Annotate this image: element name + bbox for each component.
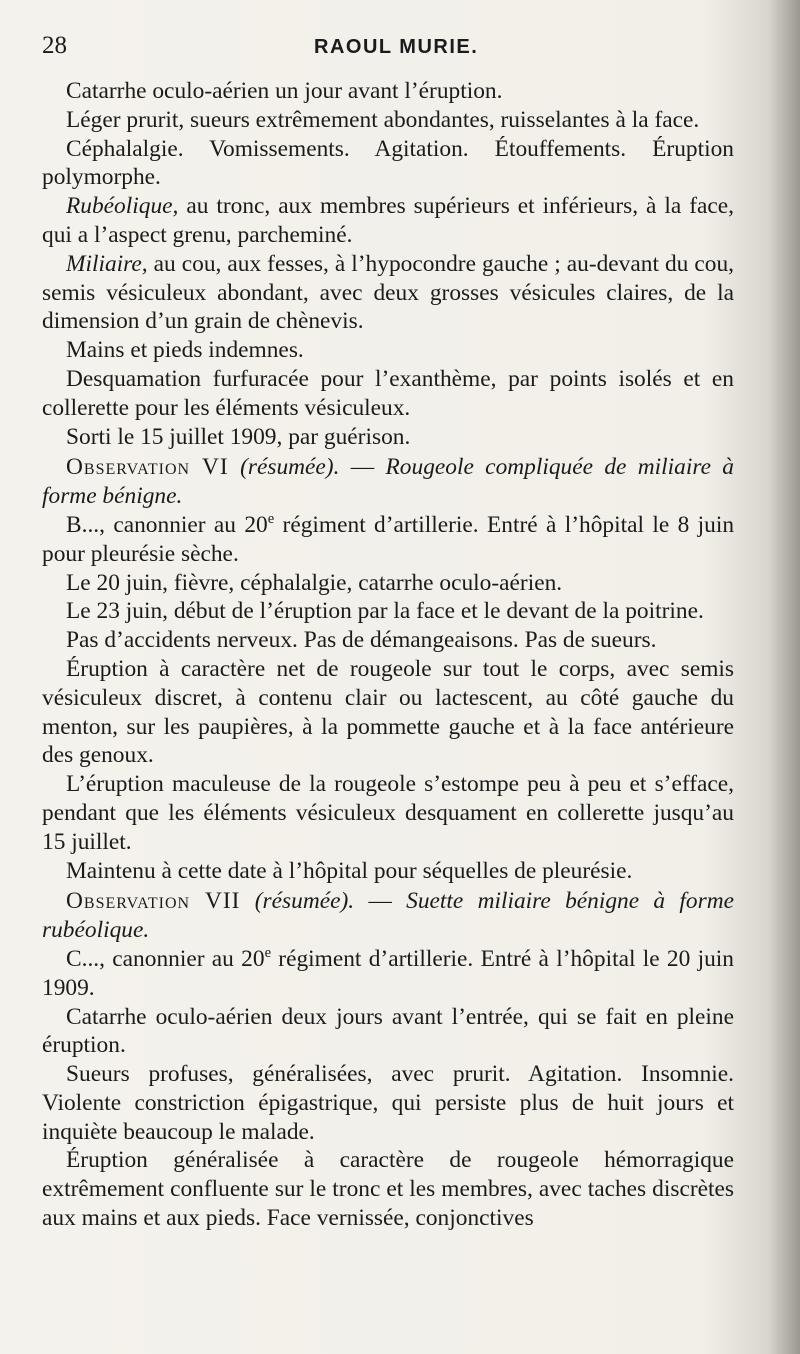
observation-heading: Observation VII (résumée). — Suette miliaire bénigne à forme rubéolique.: [42, 888, 734, 944]
page-number: 28: [42, 32, 67, 59]
paragraph: Le 20 juin, fièvre, céphalalgie, catarrhe oculo-aérien.: [66, 569, 563, 596]
paragraph: C..., canonnier au 20e régiment d’artillerie. Entré à l’hôpital le 20 juin 1909.: [42, 945, 734, 1001]
paragraph: Éruption généralisée à caractère de rougeole hémorragique extrêmement confluente sur le tronc et les membres, avec taches discrètes aux mains et aux pieds. Face vernissée, conjonctives: [42, 1147, 734, 1232]
body-text: [42, 77, 734, 1233]
paragraph: Sorti le 15 juillet 1909, par guérison.: [66, 423, 411, 450]
paragraph: Maintenu à cette date à l’hôpital pour séquelles de pleurésie.: [66, 857, 633, 884]
paragraph: Léger prurit, sueurs extrêmement abondantes, ruisselantes à la face.: [66, 106, 700, 133]
paragraph: Céphalalgie. Vomissements. Agitation. Étouffements. Éruption polymorphe.: [42, 135, 734, 191]
observation-label: Observation VII: [66, 888, 241, 915]
observation-title: Suette miliaire bénigne à forme rubéolique.: [42, 888, 734, 944]
page-header: [42, 32, 742, 72]
observation-label: Observation VI: [66, 454, 229, 481]
paragraph: Catarrhe oculo-aérien un jour avant l’éruption.: [66, 78, 503, 104]
paragraph: B..., canonnier au 20e régiment d’artillerie. Entré à l’hôpital le 8 juin pour pleurésie sèche.: [42, 511, 735, 567]
running-title: RAOUL MURIE.: [314, 36, 479, 58]
observation-title: Rougeole compliquée de miliaire à forme bénigne.: [42, 454, 734, 510]
paragraph: Sueurs profuses, généralisées, avec prurit. Agitation. Insomnie. Violente constriction épigastrique, qui persiste plus de huit jours et inquiète beaucoup le malade.: [42, 1061, 734, 1145]
observation-resume: (résumée).: [254, 888, 355, 915]
paragraph: Pas d’accidents nerveux. Pas de démangeaisons. Pas de sueurs.: [66, 627, 657, 654]
paragraph: L’éruption maculeuse de la rougeole s’estompe peu à peu et s’efface, pendant que les éléments vésiculeux desquament en collerette jusqu’au 15 juillet.: [42, 771, 734, 855]
paragraph: Le 23 juin, début de l’éruption par la face et le devant de la poitrine.: [66, 598, 704, 625]
paragraph: Mains et pieds indemnes.: [66, 337, 304, 364]
paragraph: Catarrhe oculo-aérien deux jours avant l’entrée, qui se fait en pleine éruption.: [42, 1003, 734, 1059]
observation-resume: (résumée).: [240, 454, 340, 481]
paragraph: Éruption à caractère net de rougeole sur tout le corps, avec semis vésiculeux discret, à contenu clair ou lactescent, au côté gauche du menton, sur les paupières, à la pommette gauche et à la face antérieure des genoux.: [42, 655, 734, 769]
observation-heading: Observation VI (résumée). — Rougeole compliquée de miliaire à forme bénigne.: [42, 454, 734, 510]
paragraph: Miliaire, au cou, aux fesses, à l’hypocondre gauche ; au-devant du cou, semis vésiculeux abondant, avec deux grosses vésicules claires, de la dimension d’un grain de chènevis.: [42, 250, 734, 335]
paragraph: Rubéolique, au tronc, aux membres supérieurs et inférieurs, à la face, qui a l’aspect grenu, parcheminé.: [42, 193, 734, 248]
paragraph: Desquamation furfuracée pour l’exanthème, par points isolés et en collerette pour les éléments vésiculeux.: [42, 365, 734, 421]
